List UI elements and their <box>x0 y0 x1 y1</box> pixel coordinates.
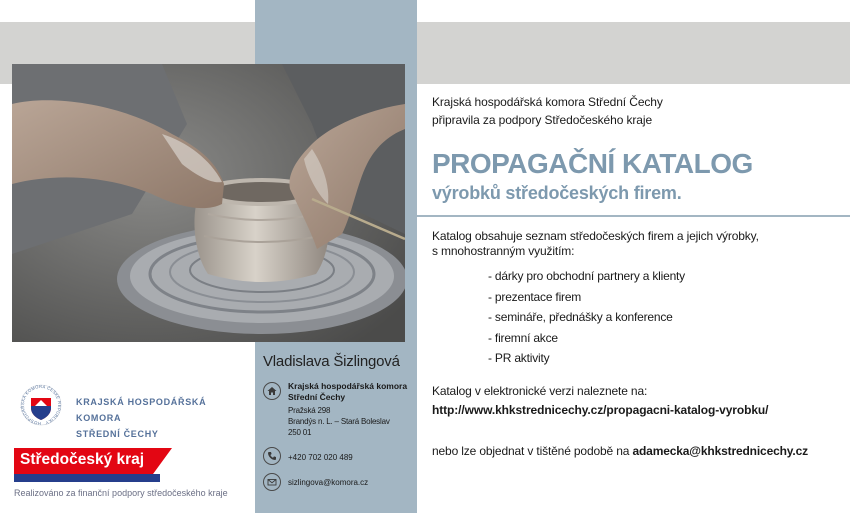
description-line1: Katalog obsahuje seznam středočeských firem a jejich výrobky, <box>432 229 759 243</box>
khk-name-line2: STŘEDNÍ ČECHY <box>76 429 159 439</box>
contact-addr-line1: Pražská 298 <box>288 406 331 415</box>
khk-emblem-icon <box>16 384 66 426</box>
funding-note: Realizováno za finanční podpory středočeského kraje <box>14 488 228 498</box>
intro-line1: Krajská hospodářská komora Střední Čechy <box>432 95 663 109</box>
pottery-photo <box>12 64 405 342</box>
list-item: - dárky pro obchodní partnery a klienty <box>488 269 685 283</box>
catalog-title: PROPAGAČNÍ KATALOG <box>432 148 753 179</box>
order-text: nebo lze objednat v tištěné podobě na <box>432 444 633 458</box>
contact-organization <box>288 381 407 403</box>
uses-list <box>488 266 685 369</box>
list-item: - prezentace firem <box>488 289 582 304</box>
contact-address <box>288 405 390 438</box>
order-note <box>432 444 808 458</box>
list-item: - PR aktivity <box>488 351 550 365</box>
description-line2: s mnohostranným využitím: <box>432 244 575 258</box>
home-icon <box>263 382 281 400</box>
list-item: - semináře, přednášky a konference <box>488 310 673 324</box>
intro-text <box>432 93 663 129</box>
mail-icon <box>263 473 281 491</box>
catalog-online-label: Katalog v elektronické verzi naleznete na: <box>432 384 648 398</box>
phone-icon <box>263 447 281 465</box>
catalog-url-link[interactable]: http://www.khkstrednicechy.cz/propagacni-katalog-vyrobku/ <box>432 403 769 417</box>
contact-phone[interactable]: +420 702 020 489 <box>288 453 353 462</box>
order-email-link[interactable]: adamecka@khkstrednicechy.cz <box>632 444 808 458</box>
contact-name: Vladislava Šizlingová <box>263 353 400 370</box>
khk-logo-block <box>14 384 254 439</box>
contact-email[interactable]: sizlingova@komora.cz <box>288 478 369 487</box>
contact-addr-line2: Brandýs n. L. – Stará Boleslav <box>288 417 390 426</box>
catalog-subtitle: výrobků středočeských firem. <box>432 183 682 203</box>
khk-ring-text: HOSPODÁŘSKÁ KOMORA ČESKÉ REPUBLIKY <box>19 384 63 426</box>
list-item: - firemní akce <box>488 330 558 345</box>
region-banner-label: Středočeský kraj <box>20 451 145 468</box>
catalog-description <box>432 229 759 259</box>
contact-org-line2: Střední Čechy <box>288 392 346 402</box>
divider-line <box>417 215 850 217</box>
region-banner <box>14 448 172 482</box>
khk-name <box>76 394 254 442</box>
khk-name-line1: KRAJSKÁ HOSPODÁŘSKÁ KOMORA <box>76 397 207 423</box>
intro-line2: připravila za podpory Středočeského kraje <box>432 113 653 127</box>
pottery-illustration <box>12 64 405 342</box>
contact-addr-line3: 250 01 <box>288 428 312 437</box>
contact-org-line1: Krajská hospodářská komora <box>288 381 408 391</box>
